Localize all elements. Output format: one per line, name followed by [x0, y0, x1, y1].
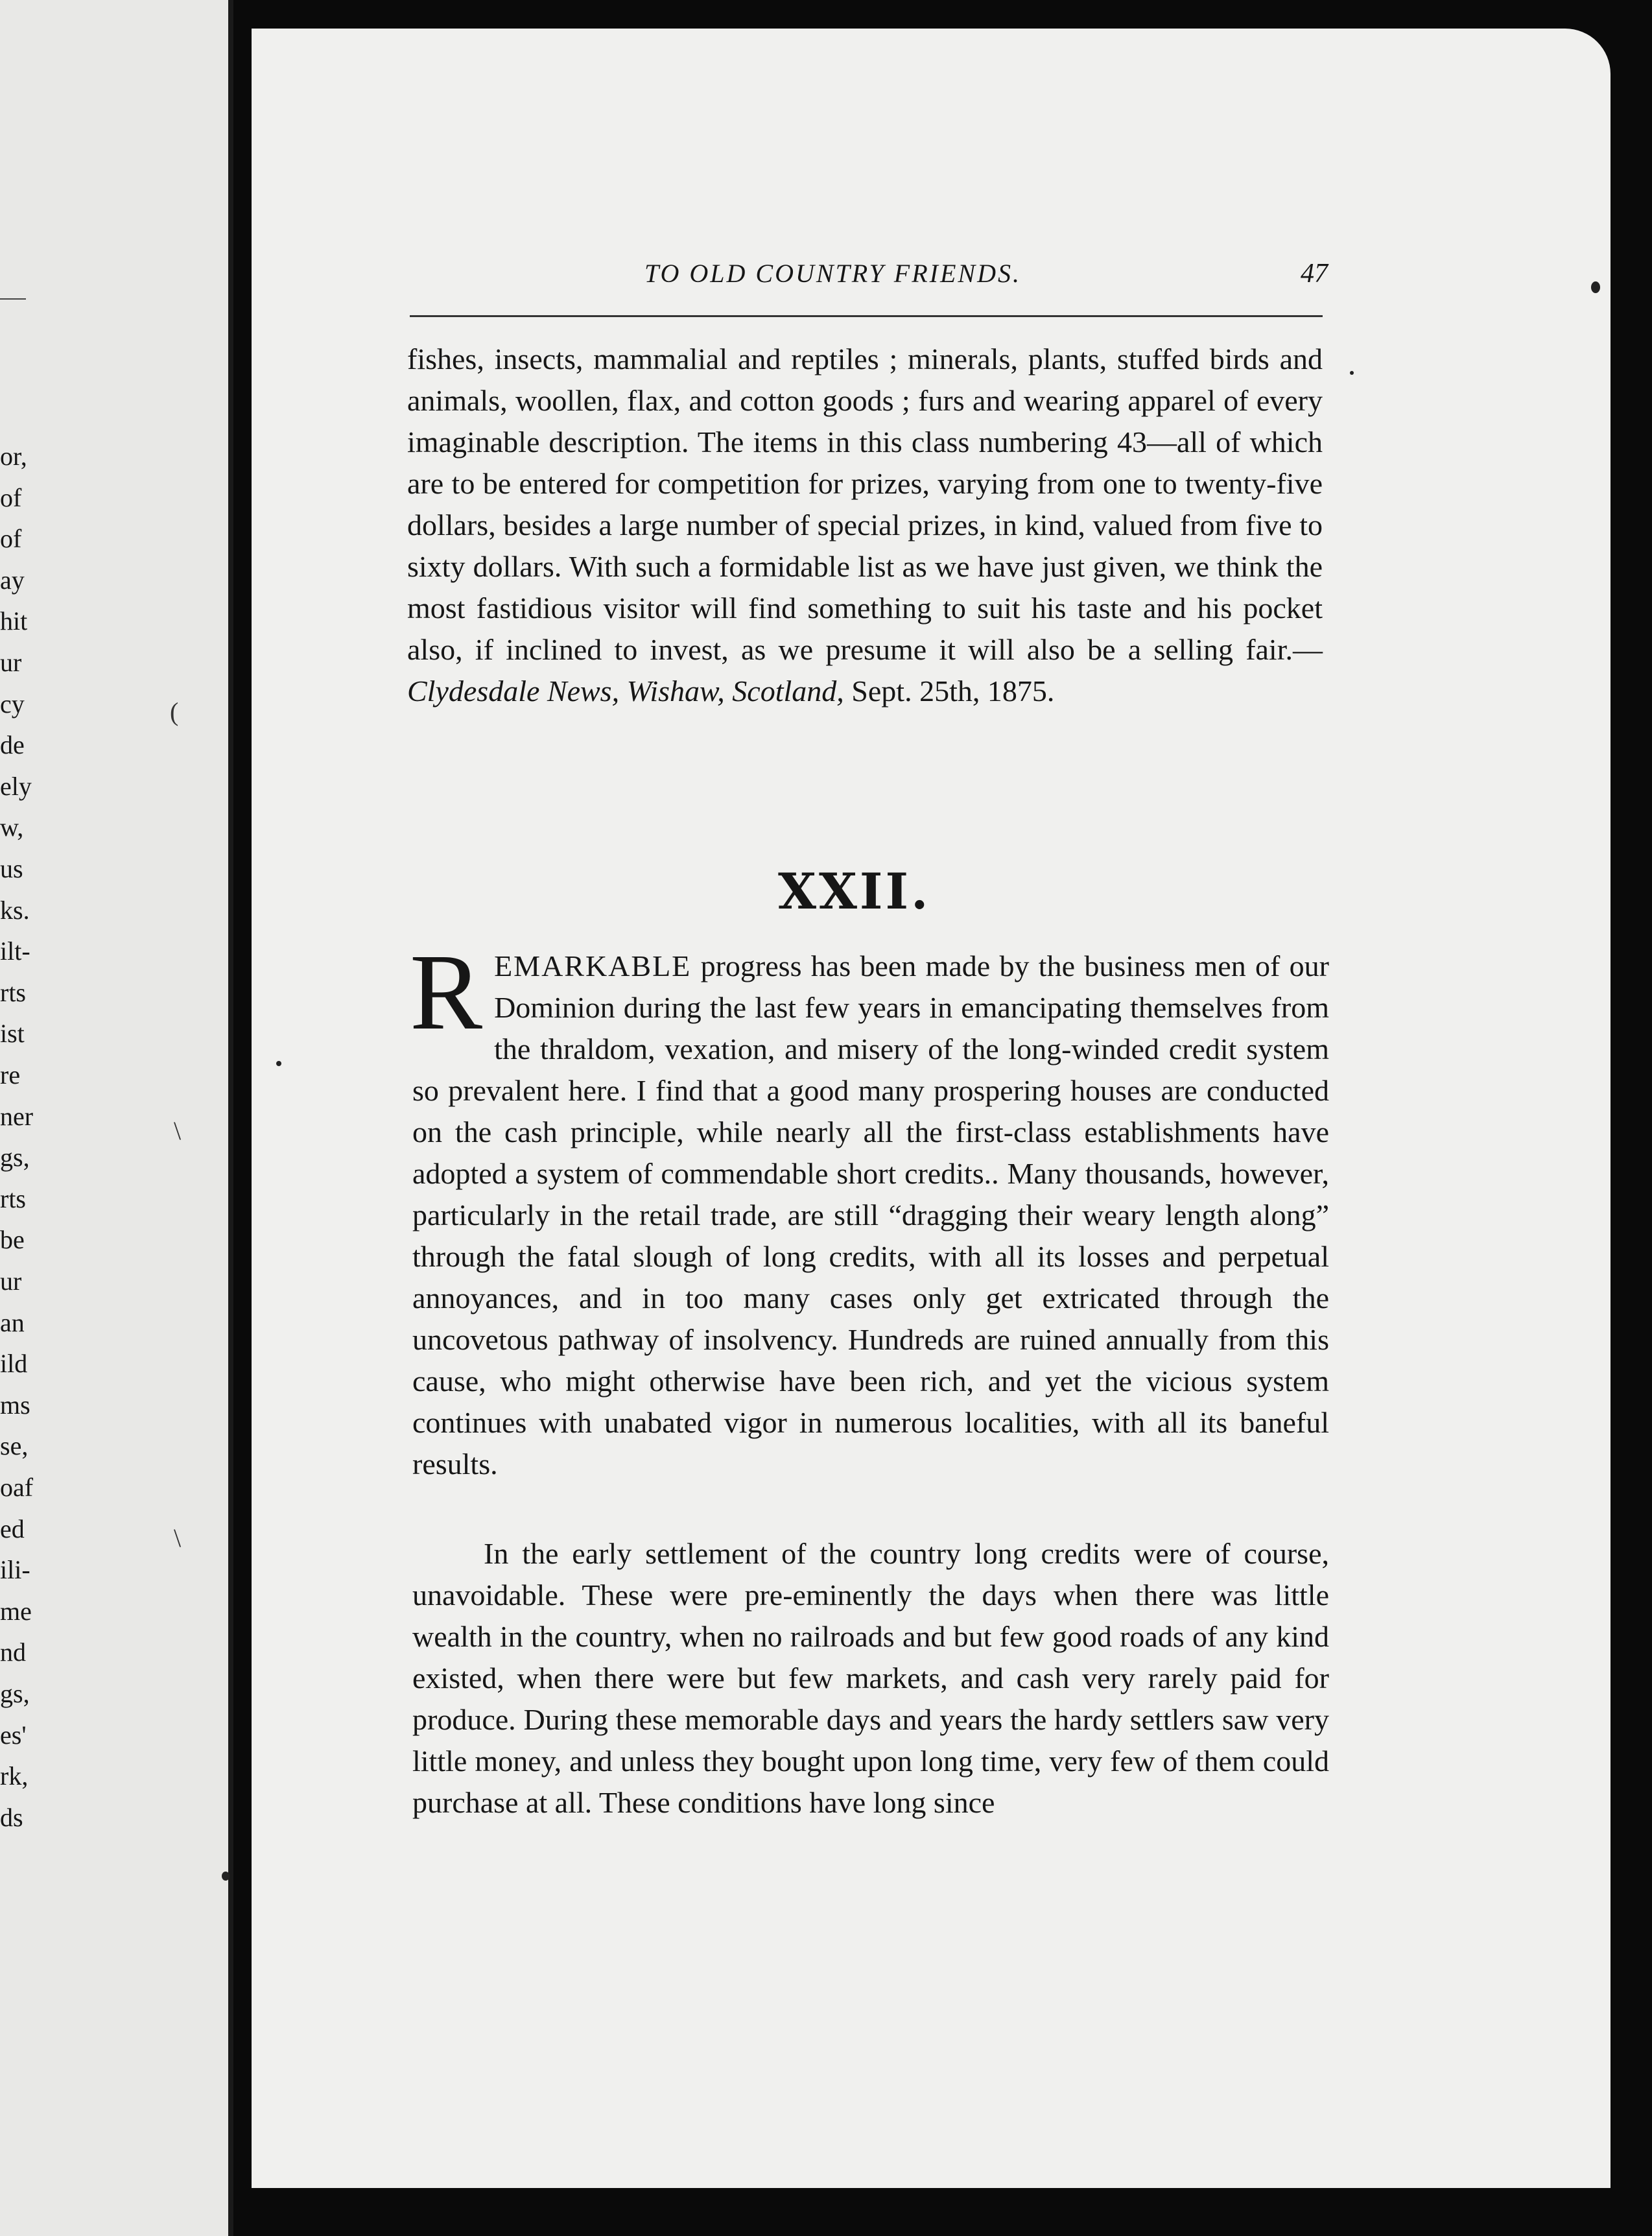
ink-speck — [276, 1061, 281, 1066]
left-page-rule — [0, 298, 26, 300]
left-page-line-fragment: us — [0, 854, 23, 883]
left-page-line-fragment: ms — [0, 1390, 30, 1420]
left-page-line-fragment: gs, — [0, 1679, 30, 1708]
left-page-line-fragment: ild — [0, 1349, 28, 1379]
left-page-mark: ( — [170, 697, 179, 726]
ink-speck — [222, 1872, 230, 1881]
running-title: TO OLD COUNTRY FRIENDS. — [644, 259, 1021, 288]
small-caps-opening: EMARKABLE — [494, 949, 692, 982]
drop-cap: R — [410, 932, 483, 1053]
running-head — [394, 258, 1328, 303]
chapter-heading: XXII. — [778, 862, 931, 920]
left-page-line-fragment: ist — [0, 1019, 25, 1049]
left-page-line-fragment: rts — [0, 977, 26, 1007]
left-page-line-fragment: rk, — [0, 1761, 29, 1791]
header-rule — [410, 315, 1323, 317]
page-number: 47 — [1301, 259, 1328, 289]
left-page-line-fragment: nd — [0, 1637, 26, 1667]
left-page-line-fragment: ur — [0, 1267, 22, 1296]
left-page-line-fragment: ner — [0, 1101, 34, 1131]
paragraph-continued — [407, 339, 1323, 712]
paragraph-text: In the early settlement of the country long credits were of course, unavoidable. These were pre-eminently the days when there was little wealth in the country, when no railroads and but few good roads of any kind existed, when there were but few markets, and cash very rarely paid for produce. During these memorable days and years the hardy settlers saw very little money, and unless they bought upon long time, very few of them could purchase at all. These conditions have long since — [412, 1537, 1329, 1819]
left-page-line-fragment: rts — [0, 1183, 26, 1213]
left-page-line-fragment: ili- — [0, 1555, 30, 1585]
paragraph-text: fishes, insects, mammalial and reptiles ; minerals, plants, stuffed birds and animals, woollen, flax, and cotton goods ; furs and wearing apparel of every imaginable description. The items in this class numbering 43—all of which are to be entered for competition for prizes, varying from one to twenty-five dollars, besides a large number of special prizes, in kind, valued from five to sixty dollars. With such a formidable list as we have just given, we think the most fastidious visitor will find something to suit his taste and his pocket also, if inclined to invest, as we presume it will also be a selling fair.— — [407, 342, 1323, 666]
left-page-line-fragment: ilt- — [0, 936, 30, 966]
left-page-line-fragment: ks. — [0, 895, 30, 925]
left-page-line-fragment: es' — [0, 1720, 27, 1750]
left-page-mark: \ — [174, 1523, 182, 1552]
left-page-line-fragment: se, — [0, 1431, 29, 1461]
left-page-line-fragment: re — [0, 1060, 21, 1089]
left-page-line-fragment: ed — [0, 1514, 25, 1543]
left-page-mark: \ — [174, 1116, 182, 1145]
left-page-line-fragment: be — [0, 1225, 25, 1255]
left-page-line-fragment: hit — [0, 606, 28, 636]
left-page-line-fragment: or, — [0, 442, 27, 471]
left-page-line-fragment: ay — [0, 565, 25, 595]
left-page-line-fragment: of — [0, 524, 22, 554]
paragraph-chapter-opening — [410, 932, 1329, 1485]
citation-date: Sept. 25th, 1875. — [844, 674, 1055, 708]
left-page-line-fragment: ur — [0, 648, 22, 677]
left-page-line-fragment: ds — [0, 1802, 23, 1832]
paragraph — [412, 1533, 1329, 1824]
left-page-line-fragment: w, — [0, 813, 24, 842]
left-page-line-fragment: de — [0, 730, 25, 760]
left-page-line-fragment: of — [0, 482, 22, 512]
left-page-edge — [0, 0, 233, 2236]
left-page-line-fragment: an — [0, 1307, 25, 1337]
ink-speck — [1591, 281, 1600, 293]
left-page-line-fragment: me — [0, 1596, 32, 1626]
citation-source: Clydesdale News, Wishaw, Scotland, — [407, 674, 844, 708]
left-page-line-fragment: gs, — [0, 1143, 30, 1172]
left-page-line-fragment: cy — [0, 689, 25, 719]
left-page-line-fragment: oaf — [0, 1473, 34, 1502]
ink-speck — [1350, 371, 1354, 375]
left-page-line-fragment: ely — [0, 771, 32, 801]
paragraph-text: progress has been made by the business men of our Dominion during the last few years in emancipating themselves from the thraldom, vexation, and misery of the long-winded credit system so prevalent here. I find that a good many prospering houses are conducted on the cash principle, while nearly all the first-class establishments have adopted a system of commendable short credits.. Many thousands, however, particularly in the retail trade, are still “dragging their weary length along” through the fatal slough of long credits, with all its losses and perpetual annoyances, and in too many cases only get extricated through the uncovetous pathway of insolvency. Hundreds are ruined annually from this cause, who might otherwise have been rich, and yet the vicious system continues with unabated vigor in numerous localities, with all its baneful results. — [412, 949, 1329, 1481]
